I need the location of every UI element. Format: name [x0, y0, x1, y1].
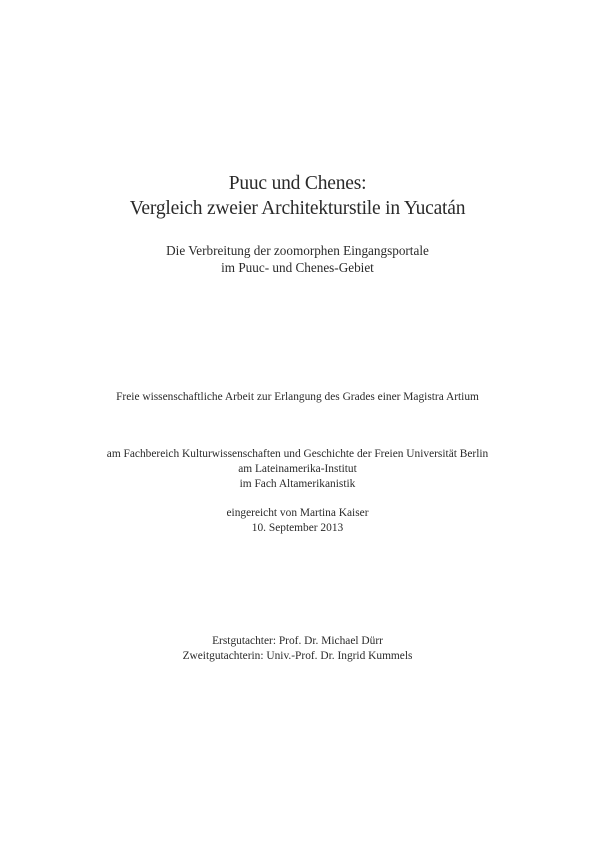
second-reviewer: Zweitgutachterin: Univ.-Prof. Dr. Ingrid Kummels [182, 650, 413, 662]
title-line-2: Vergleich zweier Architekturstile in Yucatán [129, 198, 466, 219]
first-reviewer: Erstgutachter: Prof. Dr. Michael Dürr [212, 635, 383, 647]
thesis-type: Freie wissenschaftliche Arbeit zur Erlangung des Grades einer Magistra Artium [116, 391, 479, 403]
submission-author: eingereicht von Martina Kaiser [226, 507, 369, 519]
submission-date: 10. September 2013 [251, 522, 344, 534]
institution-line-2: am Lateinamerika-Institut [238, 463, 357, 475]
subtitle-line-2: im Puuc- und Chenes-Gebiet [221, 260, 374, 275]
institution-line-1: am Fachbereich Kulturwissenschaften und Geschichte der Freien Universität Berlin [106, 448, 489, 460]
subtitle-line-1: Die Verbreitung der zoomorphen Eingangsportale [166, 243, 429, 258]
institution-line-3: im Fach Altamerikanistik [239, 478, 356, 490]
title-line-1: Puuc und Chenes: [228, 173, 367, 194]
